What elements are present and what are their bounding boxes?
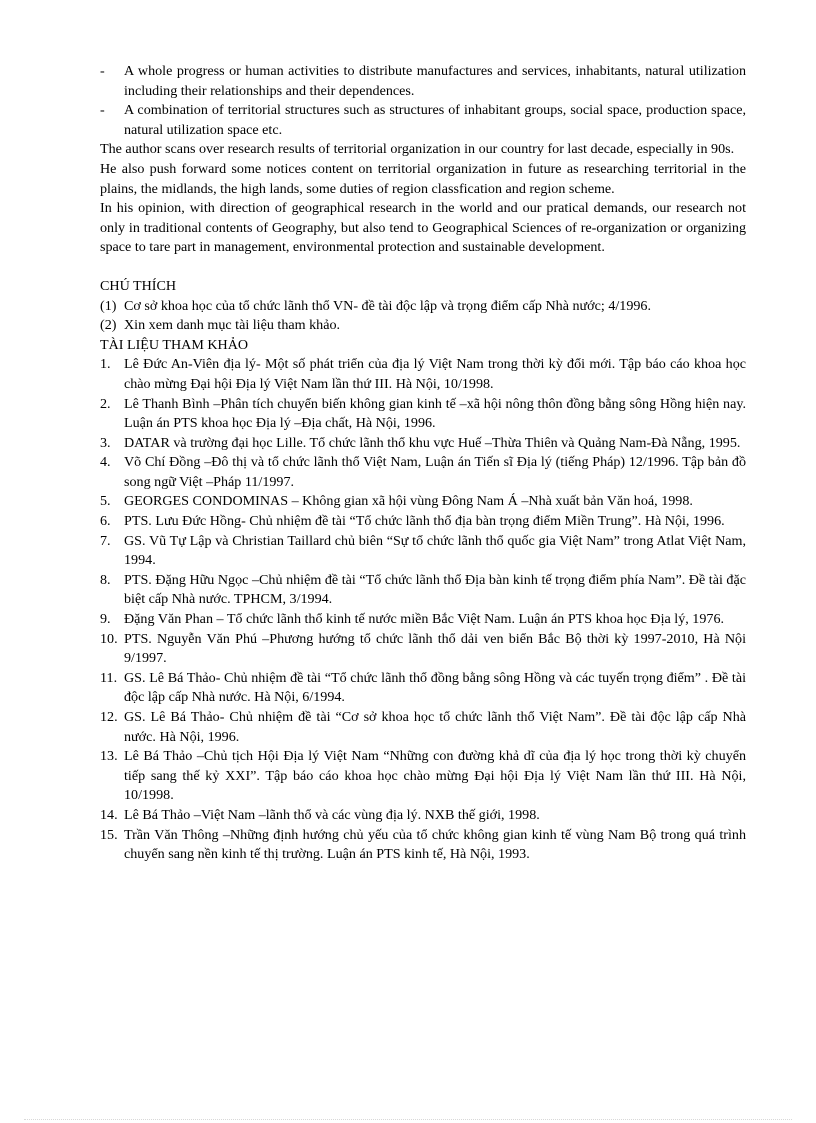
reference-number: 15. xyxy=(100,826,118,843)
paragraph: He also push forward some notices content on territorial organization in future as researching territorial in the plains, the midlands, the high lands, some duties of region classfication and region scheme. xyxy=(100,160,746,197)
reference-item xyxy=(100,747,746,806)
reference-item xyxy=(100,532,746,571)
reference-item xyxy=(100,453,746,492)
reference-item xyxy=(100,395,746,434)
reference-number: 4. xyxy=(100,454,111,471)
reference-number: 13. xyxy=(100,748,118,765)
note-text: Xin xem danh mục tài liệu tham khảo. xyxy=(124,317,341,334)
reference-text: Đặng Văn Phan – Tổ chức lãnh thổ kinh tế nước miền Bắc Việt Nam. Luận án PTS khoa học Địa lý, 1976. xyxy=(124,611,725,628)
reference-number: 2. xyxy=(100,395,111,412)
reference-item xyxy=(100,355,746,394)
reference-item xyxy=(100,512,746,532)
reference-item xyxy=(100,630,746,669)
bullet-text: A whole progress or human activities to distribute manufactures and services, inhabitants, natural utilization including their relationships and their dependences. xyxy=(124,63,746,99)
reference-number: 14. xyxy=(100,806,118,823)
note-item xyxy=(100,297,746,317)
reference-number: 3. xyxy=(100,434,111,451)
reference-text: Trần Văn Thông –Những định hướng chủ yếu của tổ chức không gian kinh tế vùng Nam Bộ trong quá trình chuyển sang nền kinh tế thị trường. Luận án PTS kinh tế, Hà Nội, 1993. xyxy=(124,826,746,863)
reference-number: 11. xyxy=(100,669,118,686)
note-number: (1) xyxy=(100,297,117,314)
reference-item xyxy=(100,434,746,454)
reference-text: Lê Bá Thảo –Chủ tịch Hội Địa lý Việt Nam “Những con đường khả dĩ của địa lý học trong thời kỳ chuyển tiếp sang thế kỷ XXI”. Tập báo cáo khoa học chào mừng Đại hội Địa lý Việt Nam lần thứ III. Hà Nội, 10/1998. xyxy=(124,748,746,804)
reference-text: DATAR và trường đại học Lille. Tổ chức lãnh thổ khu vực Huế –Thừa Thiên và Quảng Nam-Đà Nẵng, 1995. xyxy=(124,434,741,451)
reference-number: 6. xyxy=(100,513,111,530)
reference-text: GEORGES CONDOMINAS – Không gian xã hội vùng Đông Nam Á –Nhà xuất bản Văn hoá, 1998. xyxy=(124,493,693,510)
reference-text: GS. Lê Bá Thảo- Chủ nhiệm đề tài “Tổ chức lãnh thổ đồng bằng sông Hồng và các tuyến trọng điểm” . Đề tài độc lập cấp Nhà nước. Hà Nội, 6/1994. xyxy=(124,669,746,706)
reference-item xyxy=(100,708,746,747)
reference-item xyxy=(100,492,746,512)
reference-item xyxy=(100,610,746,630)
reference-text: GS. Vũ Tự Lập và Christian Taillard chủ biên “Sự tổ chức lãnh thổ quốc gia Việt Nam” trong Atlat Việt Nam, 1994. xyxy=(124,532,746,569)
note-text: Cơ sở khoa học của tổ chức lãnh thổ VN- đề tài độc lập và trọng điểm cấp Nhà nước; 4/1996. xyxy=(124,297,652,314)
page-bottom-divider xyxy=(24,1119,792,1120)
reference-text: PTS. Lưu Đức Hồng- Chủ nhiệm đề tài “Tổ chức lãnh thổ địa bàn trọng điểm Miền Trung”. Hà Nội, 1996. xyxy=(124,513,725,530)
reference-number: 10. xyxy=(100,630,118,647)
reference-text: Lê Thanh Bình –Phân tích chuyển biến không gian kinh tế –xã hội nông thôn đồng bằng sông Hồng hiện nay. Luận án PTS khoa học Địa lý –Địa chất, Hà Nội, 1996. xyxy=(124,395,746,432)
bullet-item xyxy=(100,101,746,140)
reference-number: 12. xyxy=(100,709,118,725)
references-heading: TÀI LIỆU THAM KHẢO xyxy=(100,336,249,353)
reference-number: 5. xyxy=(100,493,111,510)
notes-heading: CHÚ THÍCH xyxy=(100,277,177,294)
paragraph: The author scans over research results of territorial organization in our country for last decade, especially in 90s. xyxy=(100,141,735,158)
reference-number: 1. xyxy=(100,356,111,373)
spacer xyxy=(100,258,746,277)
reference-number: 7. xyxy=(100,532,111,549)
bullet-item xyxy=(100,62,746,101)
reference-text: Lê Bá Thảo –Việt Nam –lãnh thổ và các vùng địa lý. NXB thế giới, 1998. xyxy=(124,806,540,823)
note-item xyxy=(100,316,746,336)
bullet-marker: - xyxy=(100,102,105,119)
reference-item xyxy=(100,806,746,826)
reference-item xyxy=(100,571,746,610)
note-number: (2) xyxy=(100,317,117,334)
bullet-marker: - xyxy=(100,63,105,79)
reference-text: Võ Chí Đồng –Đô thị và tổ chức lãnh thổ Việt Nam, Luận án Tiến sĩ Địa lý (tiếng Pháp) 12/1996. Tập bản đồ song ngữ Việt –Pháp 11/1997. xyxy=(124,454,746,490)
document-page xyxy=(100,62,746,865)
reference-text: Lê Đức An-Viên địa lý- Một số phát triển của địa lý Việt Nam trong thời kỳ đổi mới. Tập báo cáo khoa học chào mừng Đại hội Địa lý Việt Nam lần thứ III. Hà Nội, 10/1998. xyxy=(124,356,746,392)
paragraph: In his opinion, with direction of geographical research in the world and our pratical demands, our research not only in traditional contents of Geography, but also tend to Geographical Sciences of re-organization or organizing space to tare part in management, environmental protection and sustainable development. xyxy=(100,200,746,256)
reference-item xyxy=(100,669,746,708)
reference-text: GS. Lê Bá Thảo- Chủ nhiệm đề tài “Cơ sở khoa học tổ chức lãnh thổ Việt Nam”. Đề tài độc lập cấp Nhà nước. Hà Nội, 1996. xyxy=(124,709,746,745)
reference-number: 9. xyxy=(100,611,111,628)
reference-text: PTS. Đặng Hữu Ngọc –Chủ nhiệm đề tài “Tổ chức lãnh thổ Địa bàn kinh tế trọng điểm phía Nam”. Đề tài đặc biệt cấp Nhà nước. TPHCM, 3/1994. xyxy=(124,571,746,608)
reference-text: PTS. Nguyễn Văn Phú –Phương hướng tổ chức lãnh thổ dải ven biển Bắc Bộ thời kỳ 1997-2010, Hà Nội 9/1997. xyxy=(124,630,746,667)
bullet-text: A combination of territorial structures such as structures of inhabitant groups, social space, production space, natural utilization space etc. xyxy=(124,102,746,138)
reference-item xyxy=(100,826,746,865)
reference-number: 8. xyxy=(100,571,111,588)
